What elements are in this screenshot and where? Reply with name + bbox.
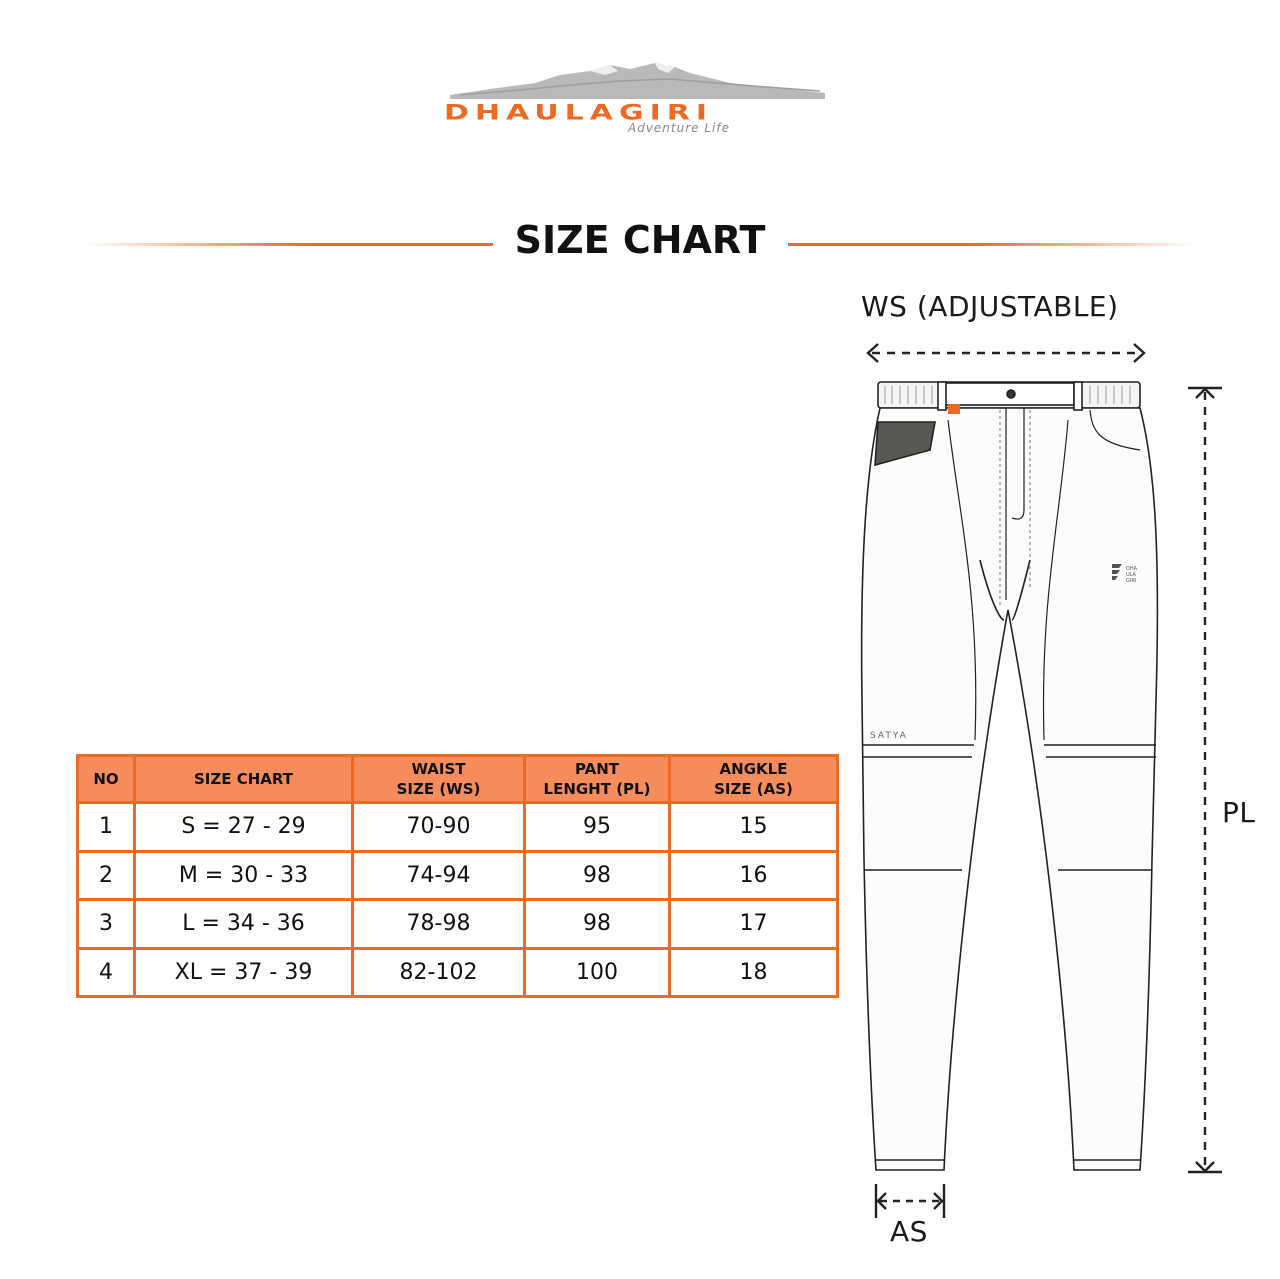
ws-dimension-arrow xyxy=(868,344,1144,362)
header-no: NO xyxy=(78,756,135,803)
waistband-button-icon xyxy=(1007,390,1015,398)
cell-length: 100 xyxy=(525,948,670,997)
cell-no: 3 xyxy=(78,900,135,949)
as-dimension-arrow xyxy=(876,1184,944,1218)
as-label: AS xyxy=(890,1215,928,1248)
svg-text:DHA: DHA xyxy=(1126,566,1138,572)
brand-tagline: Adventure Life xyxy=(628,121,730,135)
cell-waist: 74-94 xyxy=(353,851,525,900)
cell-length: 98 xyxy=(525,900,670,949)
table-header-row xyxy=(78,756,838,803)
svg-text:ULA: ULA xyxy=(1126,572,1136,578)
pl-dimension-arrow xyxy=(1188,388,1222,1172)
size-table xyxy=(76,754,839,998)
header-size-chart: SIZE CHART xyxy=(135,756,353,803)
cell-size: L = 34 - 36 xyxy=(135,900,353,949)
cell-ankle: 16 xyxy=(670,851,838,900)
cell-no: 1 xyxy=(78,803,135,852)
brand-name: DHAULAGIRI xyxy=(444,100,714,126)
cell-length: 98 xyxy=(525,851,670,900)
cell-size: XL = 37 - 39 xyxy=(135,948,353,997)
cell-waist: 78-98 xyxy=(353,900,525,949)
cell-waist: 82-102 xyxy=(353,948,525,997)
title-divider-right xyxy=(788,243,1196,246)
garment-tag-text: SATYA xyxy=(870,731,908,741)
cell-length: 95 xyxy=(525,803,670,852)
cell-size: M = 30 - 33 xyxy=(135,851,353,900)
pants-diagram xyxy=(850,340,1250,1240)
cell-waist: 70-90 xyxy=(353,803,525,852)
table-row xyxy=(78,900,838,949)
header-waist-size: WAIST SIZE (WS) xyxy=(353,756,525,803)
table-row xyxy=(78,803,838,852)
pants-outline xyxy=(862,408,1158,1170)
table-row xyxy=(78,948,838,997)
cell-no: 4 xyxy=(78,948,135,997)
page-title: SIZE CHART xyxy=(514,218,766,262)
pl-label: PL xyxy=(1222,796,1256,829)
cell-ankle: 17 xyxy=(670,900,838,949)
table-row xyxy=(78,851,838,900)
header-pant-length: PANT LENGHT (PL) xyxy=(525,756,670,803)
cell-no: 2 xyxy=(78,851,135,900)
svg-text:GIRI: GIRI xyxy=(1126,578,1137,584)
label-tag xyxy=(948,404,960,414)
cell-size: S = 27 - 29 xyxy=(135,803,353,852)
cell-ankle: 15 xyxy=(670,803,838,852)
header-ankle-size: ANGKLE SIZE (AS) xyxy=(670,756,838,803)
ws-label: WS (ADJUSTABLE) xyxy=(861,290,1119,323)
cell-ankle: 18 xyxy=(670,948,838,997)
